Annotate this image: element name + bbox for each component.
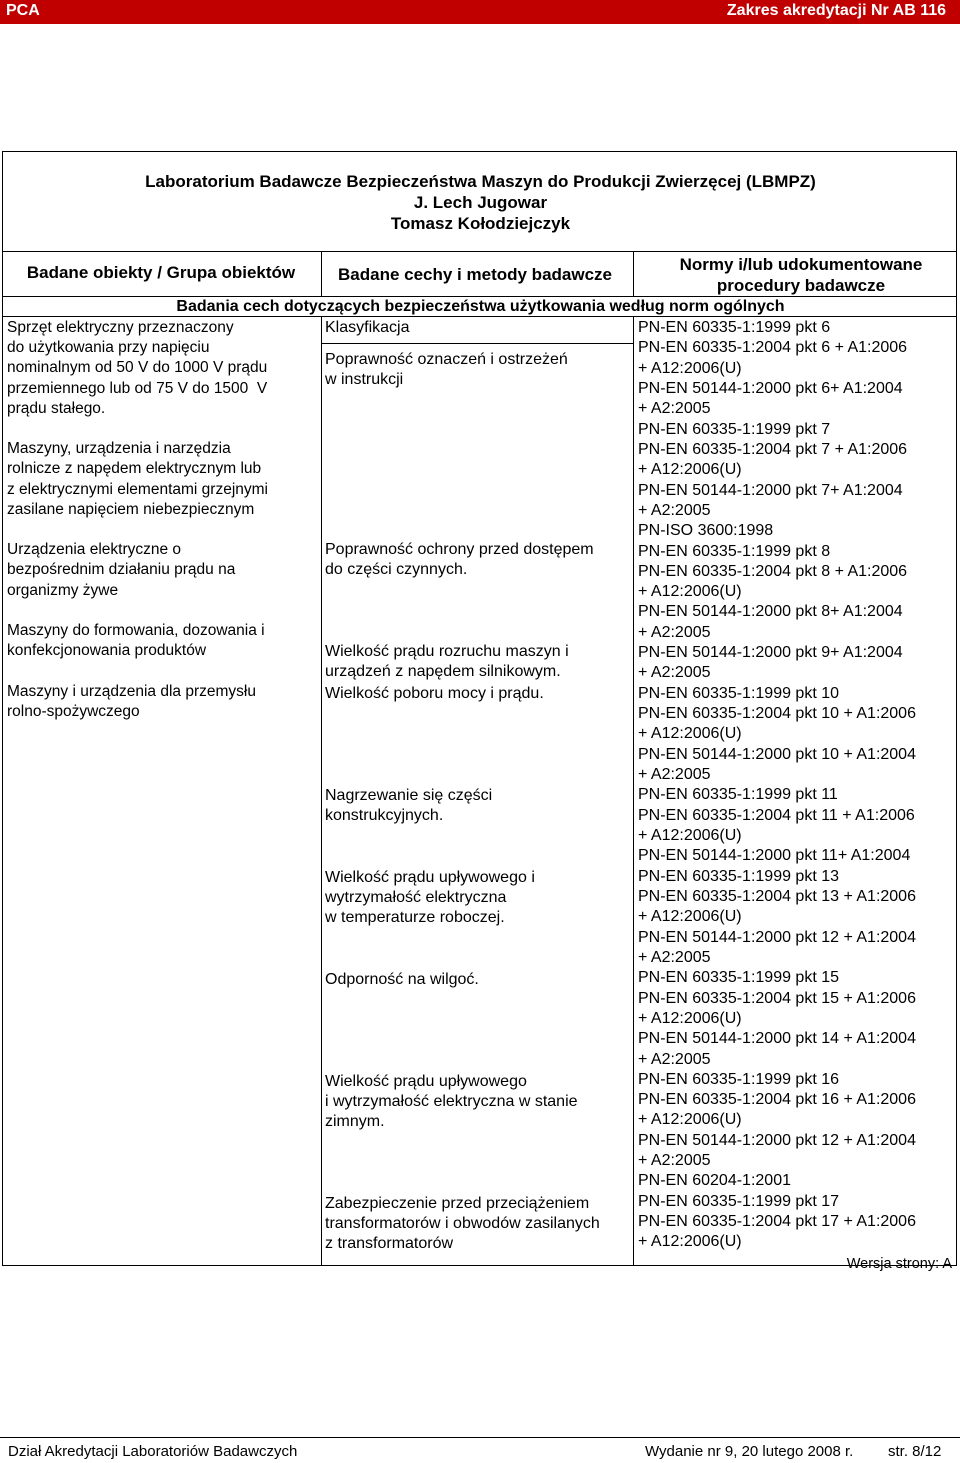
column-header-standards-1: Normy i/lub udokumentowane [679,255,923,274]
object-line: bezpośrednim działaniu prądu na [7,561,236,579]
divider [633,316,634,1266]
standard-line: + A2:2005 [638,664,711,682]
method-uplywowy: w temperaturze roboczej. [325,909,505,927]
standard-line: PN-EN 60335-1:2004 pkt 16 + A1:2006 [638,1091,916,1109]
method-przeciazenie: Zabezpieczenie przed przeciążeniem [325,1195,590,1212]
standard-line: PN-EN 50144-1:2000 pkt 9+ A1:2004 [638,644,903,662]
method-klasyfikacja: Klasyfikacja [325,319,410,336]
standard-line: PN-EN 60335-1:1999 pkt 8 [638,542,831,560]
object-line: prądu stałego. [7,399,106,417]
standard-line: PN-EN 60335-1:1999 pkt 13 [638,867,840,885]
method-uplywowy-zimny: Wielkość prądu upływowego [325,1073,527,1090]
object-line: z elektrycznymi elementami grzejnymi [7,480,268,498]
object-line: nominalnym od 50 V do 1000 V prądu [7,359,268,377]
object-line: konfekcjonowania produktów [7,642,207,660]
standard-line: PN-EN 60335-1:1999 pkt 10 [638,684,840,702]
method-rozruch: urządzeń z napędem silnikowym. [325,663,561,681]
lab-person-1: J. Lech Jugowar [413,193,548,212]
object-line: Maszyny, urządzenia i narzędzia [7,440,231,458]
footer-edition: Wydanie nr 9, 20 lutego 2008 r. [645,1443,854,1460]
divider [321,316,322,1266]
footer-department: Dział Akredytacji Laboratoriów Badawczych [8,1443,298,1460]
standard-line: PN-EN 60335-1:1999 pkt 11 [638,786,838,804]
object-line: do użytkowania przy napięciu [7,339,210,357]
object-line: przemiennego lub od 75 V do 1500 V [7,379,268,397]
method-oznaczenia: Poprawność oznaczeń i ostrzeżeń [325,351,568,368]
standard-line: + A12:2006(U) [638,725,742,743]
standard-line: + A2:2005 [638,766,711,784]
accreditation-scope-title: Zakres akredytacji Nr AB 116 [726,2,946,19]
header-bar [0,0,960,24]
method-wilgoc: Odporność na wilgoć. [325,971,479,988]
standard-line: PN-EN 60335-1:2004 pkt 10 + A1:2006 [638,705,916,723]
standard-line: PN-EN 60335-1:2004 pkt 13 + A1:2006 [638,887,916,905]
standard-line: + A2:2005 [638,623,711,641]
method-uplywowy-zimny: i wytrzymałość elektryczna w stanie [325,1093,578,1111]
object-line: organizmy żywe [7,581,119,599]
standard-line: PN-EN 60335-1:2004 pkt 7 + A1:2006 [638,440,908,458]
standard-line: PN-EN 60204-1:2001 [638,1172,791,1190]
standard-line: PN-EN 50144-1:2000 pkt 12 + A1:2004 [638,1131,916,1149]
standard-line: + A12:2006(U) [638,359,742,377]
standard-line: + A2:2005 [638,1050,711,1068]
divider [3,251,956,252]
standard-line: PN-EN 60335-1:2004 pkt 17 + A1:2006 [638,1213,916,1231]
method-nagrzewanie: Nagrzewanie się części [325,787,493,804]
standard-line: + A12:2006(U) [638,908,742,926]
standard-line: PN-ISO 3600:1998 [638,522,774,540]
standard-line: + A12:2006(U) [638,1111,742,1129]
method-rozruch: Wielkość prądu rozruchu maszyn i [325,643,569,660]
standard-line: + A2:2005 [638,948,711,966]
org-acronym: PCA [6,2,40,19]
object-line: zasilane napięciem niebezpiecznym [7,500,255,518]
standard-line: PN-EN 60335-1:1999 pkt 16 [638,1070,840,1088]
standard-line: PN-EN 60335-1:2004 pkt 6 + A1:2006 [638,339,908,357]
standard-line: PN-EN 50144-1:2000 pkt 8+ A1:2004 [638,603,903,621]
page-version: Wersja strony: A [846,1256,952,1272]
standard-line: PN-EN 50144-1:2000 pkt 6+ A1:2004 [638,379,903,397]
object-line: rolno-spożywczego [7,702,140,720]
standard-line: PN-EN 60335-1:1999 pkt 17 [638,1192,840,1210]
standard-line: PN-EN 50144-1:2000 pkt 10 + A1:2004 [638,745,916,763]
standard-line: + A12:2006(U) [638,1233,742,1251]
standard-line: PN-EN 50144-1:2000 pkt 11+ A1:2004 [638,847,911,865]
method-uplywowy-zimny: zimnym. [325,1113,385,1131]
method-ochrona: Poprawność ochrony przed dostępem [325,541,594,558]
object-line: Maszyny i urządzenia dla przemysłu [7,682,256,700]
standard-line: PN-EN 60335-1:2004 pkt 8 + A1:2006 [638,562,908,580]
standard-line: PN-EN 50144-1:2000 pkt 12 + A1:2004 [638,928,916,946]
object-line: rolnicze z napędem elektrycznym lub [7,460,262,478]
standard-line: PN-EN 60335-1:2004 pkt 15 + A1:2006 [638,989,916,1007]
standard-line: PN-EN 50144-1:2000 pkt 14 + A1:2004 [638,1030,916,1048]
standard-line: PN-EN 60335-1:1999 pkt 7 [638,420,831,438]
divider [633,251,634,296]
method-ochrona: do części czynnych. [325,561,468,579]
standard-line: PN-EN 60335-1:2004 pkt 11 + A1:2006 [638,806,915,824]
standard-line: + A2:2005 [638,1152,711,1170]
standard-line: + A2:2005 [638,501,711,519]
method-uplywowy: wytrzymałość elektryczna [325,889,507,907]
method-przeciazenie: z transformatorów [325,1235,454,1253]
standard-line: + A12:2006(U) [638,461,742,479]
standard-line: + A12:2006(U) [638,827,742,844]
object-line: Sprzęt elektryczny przeznaczony [7,319,234,336]
lab-name: Laboratorium Badawcze Bezpieczeństwa Maszyn do Produkcji Zwierzęcej (LBMPZ) [145,172,816,191]
divider [3,316,956,317]
standard-line: + A2:2005 [638,400,711,418]
lab-person-2: Tomasz Kołodziejczyk [390,214,571,233]
standard-line: PN-EN 60335-1:1999 pkt 6 [638,319,831,336]
method-pobor: Wielkość poboru mocy i prądu. [325,685,544,702]
footer-divider [0,1437,960,1438]
divider [321,343,633,344]
method-nagrzewanie: konstrukcyjnych. [325,807,444,825]
standard-line: PN-EN 60335-1:1999 pkt 15 [638,969,840,987]
section-title: Badania cech dotyczących bezpieczeństwa użytkowania według norm ogólnych [176,298,785,315]
method-przeciazenie: transformatorów i obwodów zasilanych [325,1215,600,1233]
divider [321,251,322,296]
standard-line: + A12:2006(U) [638,1009,742,1027]
method-oznaczenia: w instrukcji [325,371,404,389]
method-uplywowy: Wielkość prądu upływowego i [325,869,535,886]
column-header-standards-2: procedury badawcze [716,276,886,295]
object-line: Urządzenia elektryczne o [7,541,182,559]
standard-line: PN-EN 50144-1:2000 pkt 7+ A1:2004 [638,481,903,499]
footer-page-number: str. 8/12 [888,1443,942,1460]
object-line: Maszyny do formowania, dozowania i [7,622,265,639]
column-header-objects: Badane obiekty / Grupa obiektów [26,263,296,282]
column-header-methods: Badane cechy i metody badawcze [338,265,612,284]
standard-line: + A12:2006(U) [638,583,742,601]
